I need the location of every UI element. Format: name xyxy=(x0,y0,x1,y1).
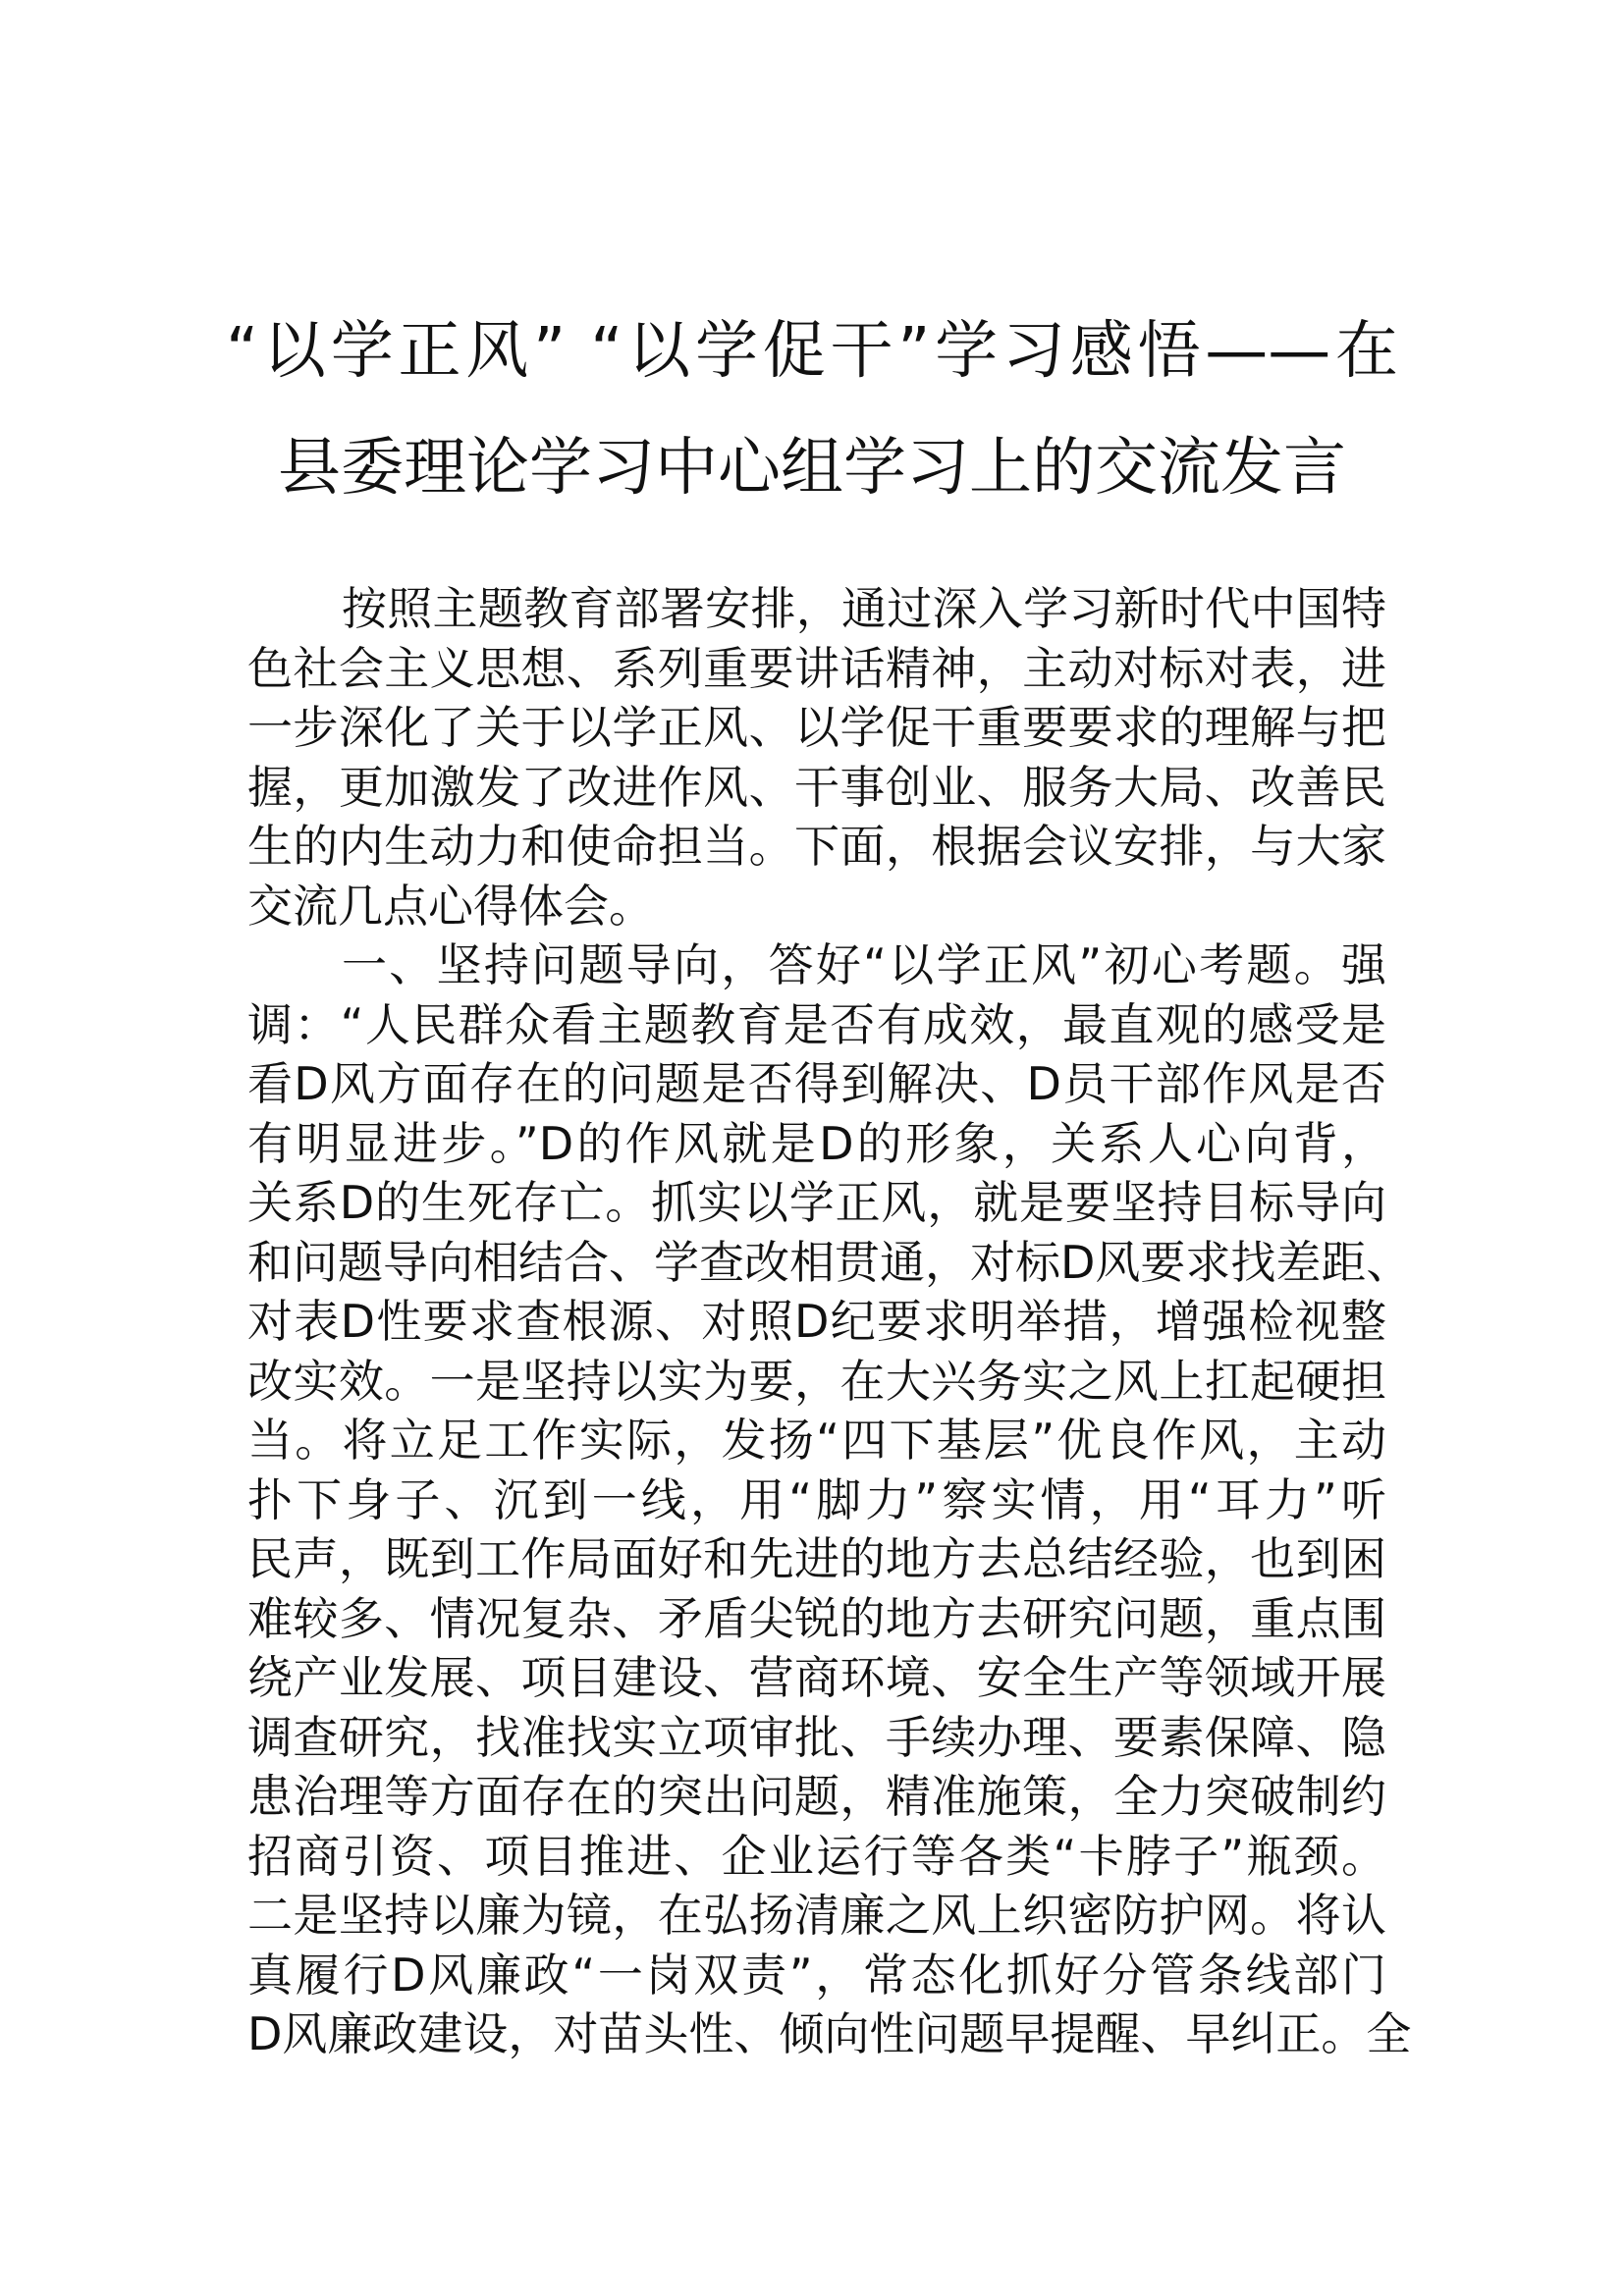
body-text-line: 按照主题教育部署安排，通过深入学习新时代中国特 xyxy=(342,582,1386,635)
body-text-line: 生的内生动力和使命担当。下面，根据会议安排，与大家 xyxy=(247,820,1386,873)
body-text-line: D风廉政建设，对苗头性、倾向性问题早提醒、早纠正。全 xyxy=(247,2007,1412,2060)
body-text-line: 对表D性要求查根源、对照D纪要求明举措，增强检视整 xyxy=(247,1295,1386,1348)
body-text-line: 招商引资、项目推进、企业运行等各类“卡脖子”瓶颈。 xyxy=(247,1829,1386,1883)
document-title-line-1: “以学正风” “以学促干”学习感悟——在 xyxy=(226,315,1398,388)
body-text-line: 关系D的生死存亡。抓实以学正风，就是要坚持目标导向 xyxy=(247,1176,1386,1229)
body-text-line: 扑下身子、沉到一线，用“脚力”察实情，用“耳力”听 xyxy=(247,1472,1386,1526)
body-text-line: 调查研究，找准找实立项审批、手续办理、要素保障、隐 xyxy=(247,1710,1386,1764)
body-text-line: 患治理等方面存在的突出问题，精准施策，全力突破制约 xyxy=(247,1770,1386,1823)
body-text-line: 二是坚持以廉为镜，在弘扬清廉之风上织密防护网。将认 xyxy=(247,1889,1386,1942)
body-text-line: 调：“人民群众看主题教育是否有成效，最直观的感受是 xyxy=(247,997,1386,1051)
body-text-line: 改实效。一是坚持以实为要，在大兴务实之风上扛起硬担 xyxy=(247,1354,1386,1408)
body-text-line: 一步深化了关于以学正风、以学促干重要要求的理解与把 xyxy=(247,701,1386,754)
body-text-line: 色社会主义思想、系列重要讲话精神，主动对标对表，进 xyxy=(247,641,1386,695)
body-text-line: 交流几点心得体会。 xyxy=(247,879,654,933)
document-title-line-2: 县委理论学习中心组学习上的交流发言 xyxy=(278,432,1346,505)
body-text-line: 绕产业发展、项目建设、营商环境、安全生产等领域开展 xyxy=(247,1651,1386,1704)
body-text-line: 有明显进步。”D的作风就是D的形象，关系人心向背， xyxy=(247,1116,1386,1170)
document-body xyxy=(247,579,1412,2064)
body-text-line: 和问题导向相结合、学查改相贯通，对标D风要求找差距、 xyxy=(247,1235,1412,1289)
body-text-line: 看D风方面存在的问题是否得到解决、D员干部作风是否 xyxy=(247,1057,1386,1110)
body-text-line: 难较多、情况复杂、矛盾尖锐的地方去研究问题，重点围 xyxy=(247,1591,1386,1645)
body-text-line: 握，更加激发了改进作风、干事创业、服务大局、改善民 xyxy=(247,760,1386,814)
body-text-line: 当。将立足工作实际，发扬“四下基层”优良作风，主动 xyxy=(247,1414,1386,1467)
body-text-line: 民声，既到工作局面好和先进的地方去总结经验，也到困 xyxy=(247,1532,1386,1585)
body-text-line: 一、坚持问题导向，答好“以学正风”初心考题。强 xyxy=(342,938,1386,991)
body-text-line: 真履行D风廉政“一岗双责”，常态化抓好分管条线部门 xyxy=(247,1948,1386,2002)
